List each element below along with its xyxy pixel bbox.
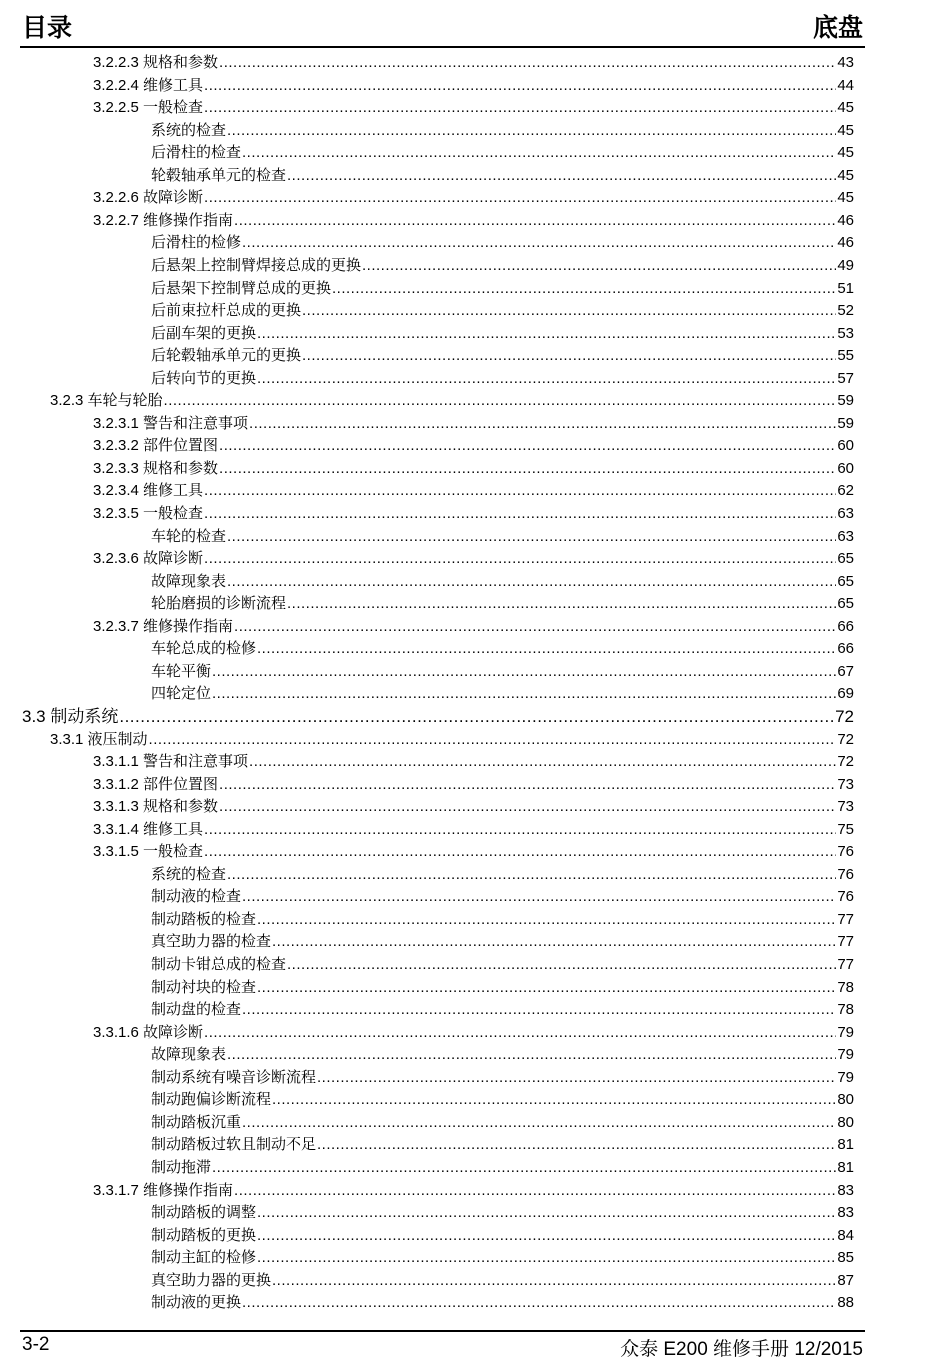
toc-entry-page: 59: [837, 392, 854, 410]
toc-entry-label: 轮胎磨损的诊断流程: [151, 596, 287, 613]
toc-entry[interactable]: [50, 390, 854, 412]
toc-entry[interactable]: [151, 526, 854, 548]
toc-entry[interactable]: [151, 1044, 854, 1066]
toc-entry-page: 67: [837, 662, 854, 680]
dot-leader: [249, 751, 836, 773]
toc-entry-label: 制动踏板过软且制动不足: [151, 1137, 317, 1154]
toc-entry[interactable]: [93, 210, 854, 232]
toc-entry-page: 79: [837, 1068, 854, 1086]
toc-entry-label: 制动系统有噪音诊断流程: [151, 1069, 317, 1086]
toc-entry[interactable]: [151, 1247, 854, 1269]
toc-entry-label: 3.2.3.5 一般检查: [93, 505, 204, 522]
dot-leader: [242, 999, 836, 1021]
header-title-right: 底盘: [812, 14, 863, 42]
toc-entry-label: 系统的检查: [151, 866, 227, 883]
toc-entry-page: 76: [837, 843, 854, 861]
toc-entry-label: 3.2.3.4 维修工具: [93, 482, 204, 500]
dot-leader: [242, 886, 836, 908]
toc-entry-label: 后轮毂轴承单元的更换: [151, 348, 302, 365]
toc-entry-page: 85: [837, 1249, 854, 1267]
dot-leader: [257, 1202, 836, 1224]
toc-entry-label: 3.3.1.7 维修操作指南: [93, 1181, 234, 1199]
toc-entry[interactable]: [93, 503, 854, 525]
toc-entry-page: 60: [837, 459, 854, 477]
toc-entry[interactable]: [151, 142, 854, 164]
dot-leader: [219, 796, 836, 818]
toc-entry[interactable]: [93, 796, 854, 818]
toc-entry-label: 后滑柱的检查: [151, 145, 242, 162]
toc-entry[interactable]: [151, 593, 854, 615]
dot-leader: [212, 683, 836, 705]
toc-entry[interactable]: [151, 120, 854, 142]
dot-leader: [212, 661, 836, 683]
toc-entry-label: 制动拖滞: [151, 1159, 212, 1176]
toc-entry-page: 80: [837, 1113, 854, 1131]
toc-entry-label: 制动踏板的调整: [151, 1205, 257, 1222]
dot-leader: [219, 458, 836, 480]
toc-entry-page: 84: [837, 1226, 854, 1244]
dot-leader: [249, 413, 836, 435]
toc-entry-page: 66: [837, 617, 854, 635]
toc-entry[interactable]: [151, 165, 854, 187]
toc-entry-page: 88: [837, 1294, 854, 1312]
dot-leader: [204, 480, 836, 502]
toc-entry-page: 45: [837, 189, 854, 207]
toc-entry-label: 制动液的检查: [151, 889, 242, 906]
dot-leader: [219, 774, 836, 796]
toc-entry[interactable]: [93, 616, 854, 638]
toc-entry-label: 轮毂轴承单元的检查: [151, 167, 287, 184]
toc-entry-page: 79: [837, 1046, 854, 1064]
toc-entry[interactable]: [151, 323, 854, 345]
dot-leader: [204, 841, 836, 863]
toc-entry[interactable]: [93, 458, 854, 480]
dot-leader: [257, 909, 836, 931]
toc-entry[interactable]: [151, 1270, 854, 1292]
toc-entry-page: 69: [837, 685, 854, 703]
toc-entry-page: 45: [837, 144, 854, 162]
toc-entry[interactable]: [151, 1089, 854, 1111]
toc-entry-label: 制动液的更换: [151, 1295, 242, 1312]
dot-leader: [257, 323, 836, 345]
toc-entry[interactable]: [50, 729, 854, 751]
toc-entry-page: 72: [837, 753, 854, 771]
page-footer: [20, 1330, 865, 1360]
dot-leader: [257, 1247, 836, 1269]
toc-entry[interactable]: [151, 1292, 854, 1314]
dot-leader: [302, 345, 836, 367]
toc-entry-page: 49: [837, 256, 854, 274]
toc-entry-page: 53: [837, 324, 854, 342]
toc-entry[interactable]: [151, 278, 854, 300]
dot-leader: [257, 977, 836, 999]
dot-leader: [257, 638, 836, 660]
toc-entry[interactable]: [151, 300, 854, 322]
toc-entry[interactable]: [151, 931, 854, 953]
toc-entry-page: 52: [837, 302, 854, 320]
toc-entry[interactable]: [93, 841, 854, 863]
toc-entry[interactable]: [151, 345, 854, 367]
toc-entry[interactable]: [151, 683, 854, 705]
dot-leader: [272, 1089, 836, 1111]
dot-leader: [204, 1022, 836, 1044]
toc-entry-page: 72: [837, 730, 854, 748]
dot-leader: [204, 548, 836, 570]
toc-entry-page: 51: [837, 279, 854, 297]
toc-entry[interactable]: [151, 1157, 854, 1179]
toc-entry-label: 3.3.1.4 维修工具: [93, 820, 204, 838]
toc-entry[interactable]: [151, 1202, 854, 1224]
toc-entry-page: 79: [837, 1023, 854, 1041]
toc-entry-page: 63: [837, 505, 854, 522]
toc-entry-page: 46: [837, 234, 854, 252]
dot-leader: [242, 232, 836, 254]
toc-entry-label: 后悬架上控制臂焊接总成的更换: [151, 257, 362, 274]
toc-entry-label: 3.2.2.6 故障诊断: [93, 189, 204, 207]
toc-entry-label: 四轮定位: [151, 686, 212, 703]
toc-entry-page: 57: [837, 369, 854, 387]
toc-entry-page: 45: [837, 121, 854, 139]
toc-entry-page: 62: [837, 482, 854, 500]
dot-leader: [227, 571, 836, 593]
toc-entry-page: 73: [837, 798, 854, 816]
dot-leader: [257, 1225, 836, 1247]
toc-entry[interactable]: [151, 1112, 854, 1134]
toc-entry-label: 3.2.3.6 故障诊断: [93, 550, 204, 568]
toc-entry[interactable]: [151, 638, 854, 660]
toc-entry[interactable]: [151, 954, 854, 976]
toc-entry-label: 3.3.1.5 一般检查: [93, 843, 204, 861]
toc-entry-page: 78: [837, 1001, 854, 1019]
toc-entry-page: 81: [837, 1158, 854, 1176]
page-number: 3-2: [22, 1334, 50, 1355]
toc-entry[interactable]: [93, 187, 854, 209]
dot-leader: [204, 819, 836, 841]
toc-entry[interactable]: [93, 774, 854, 796]
toc-entry-label: 制动衬块的检查: [151, 979, 257, 996]
dot-leader: [287, 165, 836, 187]
toc-entry[interactable]: [151, 232, 854, 254]
toc-entry[interactable]: [151, 977, 854, 999]
toc-entry[interactable]: [93, 97, 854, 119]
toc-entry[interactable]: [151, 1225, 854, 1247]
dot-leader: [204, 187, 836, 209]
dot-leader: [242, 142, 836, 164]
footer-manual-title: 众泰 E200 维修手册 12/2015: [620, 1339, 863, 1360]
toc-entry-page: 76: [837, 888, 854, 906]
toc-entry-label: 3.3.1.3 规格和参数: [93, 798, 219, 816]
toc-entry[interactable]: [22, 706, 854, 728]
toc-entry-page: 72: [835, 706, 854, 726]
toc-entry[interactable]: [151, 864, 854, 886]
dot-leader: [219, 52, 836, 74]
toc-entry-label: 后副车架的更换: [151, 325, 257, 342]
dot-leader: [362, 255, 836, 277]
header-title-left: 目录: [22, 14, 73, 42]
toc-entry-label: 3.3.1 液压制动: [50, 730, 148, 748]
toc-entry-label: 3.2.3.1 警告和注意事项: [93, 414, 249, 432]
toc-entry-label: 3.2.3 车轮与轮胎: [50, 392, 163, 410]
toc-entry-page: 78: [837, 978, 854, 996]
dot-leader: [234, 210, 836, 232]
toc-entry[interactable]: [93, 548, 854, 570]
dot-leader: [257, 368, 836, 390]
toc-entry[interactable]: [151, 368, 854, 390]
toc-entry-label: 制动踏板的检查: [151, 911, 257, 928]
toc-entry-page: 81: [837, 1136, 854, 1154]
toc-entry-label: 系统的检查: [151, 122, 227, 139]
toc-entry-label: 后悬架下控制臂总成的更换: [151, 280, 332, 297]
toc-entry-label: 车轮的检查: [151, 528, 227, 545]
page-header: [20, 6, 865, 48]
dot-leader: [287, 954, 836, 976]
toc-entry-page: 75: [837, 820, 854, 838]
toc-entry[interactable]: [151, 886, 854, 908]
toc-entry-label: 车轮平衡: [151, 663, 212, 680]
toc-entry[interactable]: [151, 999, 854, 1021]
toc-entry-label: 3.3.1.6 故障诊断: [93, 1023, 204, 1041]
toc-entry[interactable]: [151, 571, 854, 593]
toc-entry-page: 55: [837, 347, 854, 365]
toc-entry-page: 45: [837, 166, 854, 184]
toc-entry[interactable]: [93, 751, 854, 773]
toc-entry-page: 45: [837, 99, 854, 117]
toc-entry-label: 3.2.3.3 规格和参数: [93, 459, 219, 477]
toc-entry-page: 63: [837, 527, 854, 545]
toc-entry-page: 77: [837, 910, 854, 928]
toc-entry-label: 3.2.2.7 维修操作指南: [93, 211, 234, 229]
toc-entry-page: 44: [837, 76, 854, 94]
toc-entry-label: 3.2.2.3 规格和参数: [93, 54, 219, 71]
toc-entry[interactable]: [93, 1022, 854, 1044]
toc-entry-label: 3.2.3.7 维修操作指南: [93, 617, 234, 635]
toc-entry-label: 真空助力器的更换: [151, 1272, 272, 1289]
toc-entry-page: 65: [837, 595, 854, 613]
toc-entry-label: 故障现象表: [151, 1047, 227, 1064]
toc-entry-page: 77: [837, 956, 854, 973]
toc-entry-label: 制动盘的检查: [151, 1002, 242, 1019]
toc-entry[interactable]: [151, 909, 854, 931]
dot-leader: [204, 503, 836, 525]
dot-leader: [234, 616, 836, 638]
toc-entry-label: 故障现象表: [151, 573, 227, 590]
dot-leader: [242, 1112, 836, 1134]
toc-entry[interactable]: [151, 661, 854, 683]
dot-leader: [204, 75, 836, 97]
dot-leader: [234, 1180, 836, 1202]
toc-entry-page: 87: [837, 1271, 854, 1289]
dot-leader: [164, 390, 837, 412]
toc-entry-label: 制动踏板的更换: [151, 1227, 257, 1244]
toc-entry[interactable]: [151, 255, 854, 277]
dot-leader: [272, 931, 836, 953]
dot-leader: [227, 864, 836, 886]
toc-entry-label: 3.3 制动系统: [22, 706, 119, 726]
dot-leader: [227, 120, 836, 142]
dot-leader: [332, 278, 836, 300]
toc-entry[interactable]: [93, 413, 854, 435]
dot-leader: [219, 435, 836, 457]
toc-entry-label: 真空助力器的检查: [151, 934, 272, 951]
toc-entry-label: 后转向节的更换: [151, 370, 257, 387]
dot-leader: [317, 1134, 836, 1156]
toc-entry-page: 46: [837, 211, 854, 229]
toc-entry[interactable]: [93, 819, 854, 841]
toc-entry-page: 77: [837, 933, 854, 951]
dot-leader: [119, 706, 834, 728]
toc-entry-label: 制动卡钳总成的检查: [151, 957, 287, 973]
toc-entry-label: 后前束拉杆总成的更换: [151, 303, 302, 320]
toc-entry[interactable]: [151, 1067, 854, 1089]
dot-leader: [227, 526, 836, 548]
dot-leader: [227, 1044, 836, 1066]
toc-entry-page: 73: [837, 775, 854, 793]
dot-leader: [242, 1292, 836, 1314]
dot-leader: [317, 1067, 836, 1089]
toc-entry-label: 3.2.2.4 维修工具: [93, 76, 204, 94]
toc-entry-page: 60: [837, 437, 854, 455]
toc-entry[interactable]: [93, 435, 854, 457]
toc-entry-page: 59: [837, 414, 854, 432]
toc-entry-page: 83: [837, 1181, 854, 1199]
toc-entry-page: 80: [837, 1091, 854, 1109]
toc-entry-page: 65: [837, 572, 854, 590]
dot-leader: [302, 300, 836, 322]
toc-entry[interactable]: [93, 52, 854, 74]
dot-leader: [204, 97, 836, 119]
toc-entry[interactable]: [151, 1134, 854, 1156]
toc-entry-page: 65: [837, 550, 854, 568]
toc-entry-label: 制动主缸的检修: [151, 1250, 257, 1267]
dot-leader: [272, 1270, 836, 1292]
dot-leader: [149, 729, 837, 751]
toc-entry-page: 66: [837, 640, 854, 658]
toc-entry-page: 83: [837, 1204, 854, 1222]
dot-leader: [287, 593, 836, 615]
toc-entry-label: 3.2.2.5 一般检查: [93, 99, 204, 117]
toc-entry-label: 3.3.1.2 部件位置图: [93, 775, 219, 793]
toc-entry-label: 3.3.1.1 警告和注意事项: [93, 753, 249, 771]
toc-entry[interactable]: [93, 480, 854, 502]
toc-entry[interactable]: [93, 75, 854, 97]
toc-entry-label: 后滑柱的检修: [151, 235, 242, 252]
toc-entry[interactable]: [93, 1180, 854, 1202]
toc-entry-label: 车轮总成的检修: [151, 641, 257, 658]
toc-entry-label: 制动跑偏诊断流程: [151, 1092, 272, 1109]
toc-entry-page: 43: [837, 54, 854, 71]
dot-leader: [212, 1157, 836, 1179]
toc-entry-label: 制动踏板沉重: [151, 1114, 242, 1131]
toc-entry-page: 76: [837, 865, 854, 883]
toc-entry-label: 3.2.3.2 部件位置图: [93, 437, 219, 455]
